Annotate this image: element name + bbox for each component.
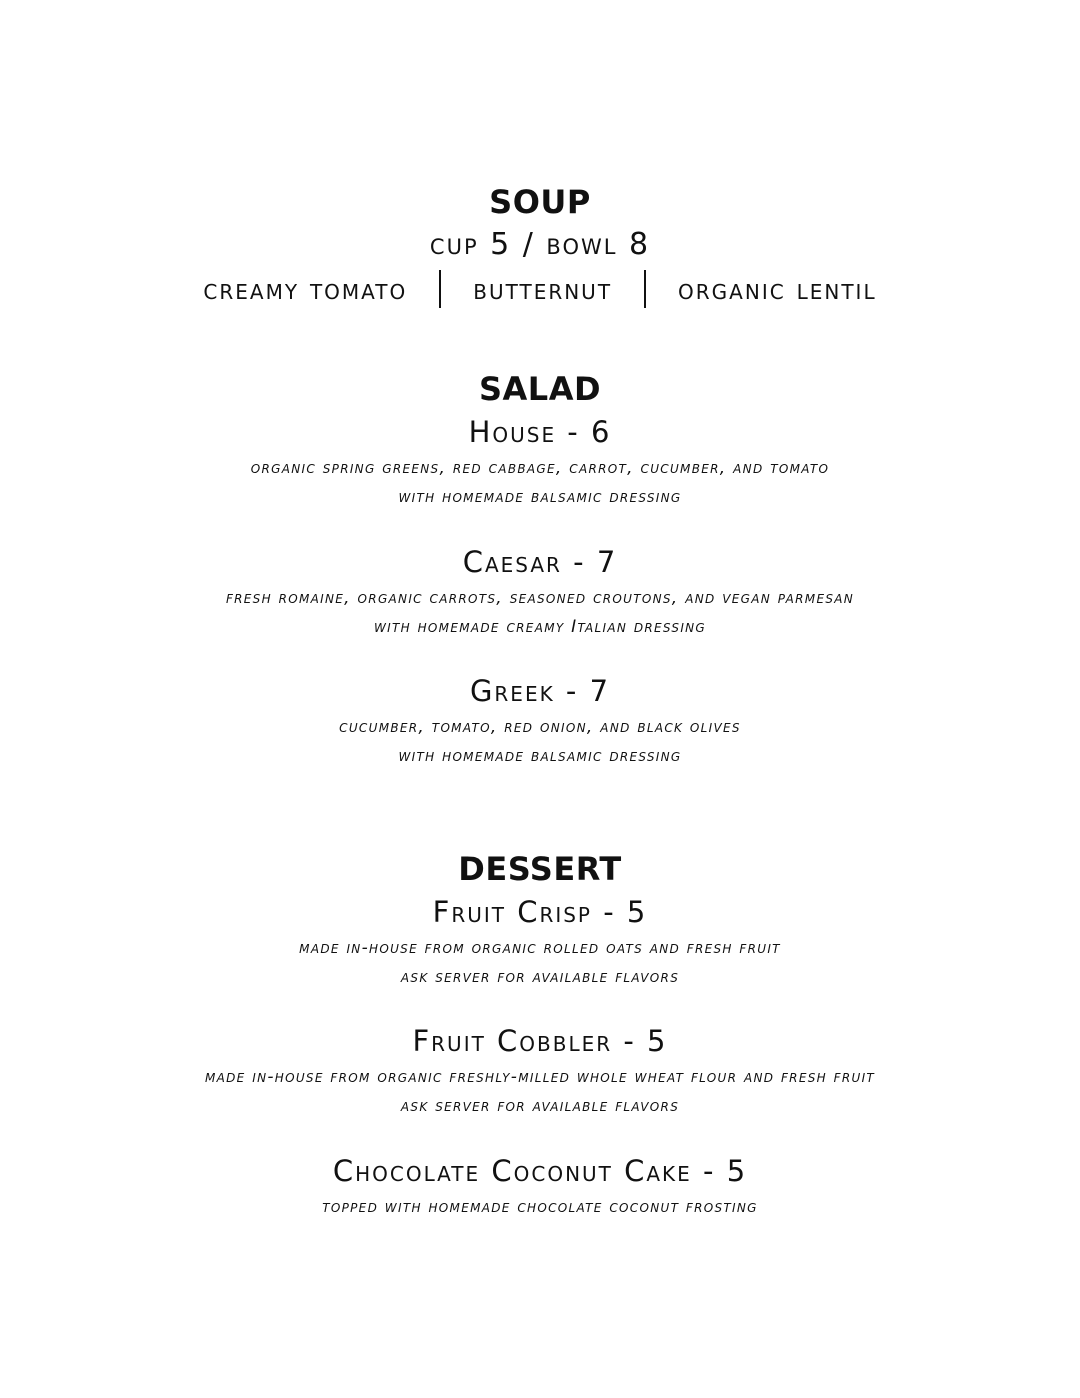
salad-item-caesar-desc-line: fresh romaine, organic carrots, seasoned croutons, and vegan parmesan xyxy=(225,588,855,608)
dessert-item-chocolate-coconut-cake-desc-line: topped with homemade chocolate coconut frosting xyxy=(322,1197,758,1217)
dessert-item-fruit-cobbler-desc-line: ask server for available flavors xyxy=(400,1096,680,1116)
dessert-heading: DESSERT xyxy=(458,850,622,888)
dessert-item-fruit-crisp-name: Fruit Crisp - 5 xyxy=(432,895,648,929)
dessert-item-chocolate-coconut-cake-name: Chocolate Coconut Cake - 5 xyxy=(332,1154,748,1188)
soup-heading: SOUP xyxy=(489,183,591,221)
divider xyxy=(439,270,441,308)
salad-item-caesar-name: Caesar - 7 xyxy=(462,545,618,579)
soup-prices: cup 5 / bowl 8 xyxy=(429,227,651,262)
salad-item-house-desc-line: organic spring greens, red cabbage, carrot, cucumber, and tomato xyxy=(250,458,830,478)
salad-item-greek-desc-line: with homemade balsamic dressing xyxy=(398,746,682,766)
salad-item-house-name: House - 6 xyxy=(468,415,612,449)
soup-type-butternut: butternut xyxy=(473,272,613,306)
salad-heading: SALAD xyxy=(478,370,602,408)
salad-item-caesar-desc-line: with homemade creamy Italian dressing xyxy=(373,617,707,637)
dessert-item-fruit-crisp-desc-line: ask server for available flavors xyxy=(400,967,680,987)
salad-item-house-desc-line: with homemade balsamic dressing xyxy=(398,487,682,507)
salad-item-greek-desc-line: cucumber, tomato, red onion, and black olives xyxy=(339,717,741,737)
dessert-item-fruit-crisp-desc-line: made in-house from organic rolled oats and fresh fruit xyxy=(299,938,781,958)
divider xyxy=(644,270,646,308)
soup-types-row xyxy=(0,266,1080,312)
dessert-item-fruit-cobbler-name: Fruit Cobbler - 5 xyxy=(412,1024,668,1058)
salad-item-greek-name: Greek - 7 xyxy=(469,674,611,708)
dessert-item-fruit-cobbler-desc-line: made in-house from organic freshly-milled whole wheat flour and fresh fruit xyxy=(204,1067,876,1087)
soup-type-organic-lentil: organic lentil xyxy=(678,272,877,306)
soup-type-creamy-tomato: creamy tomato xyxy=(203,272,408,306)
